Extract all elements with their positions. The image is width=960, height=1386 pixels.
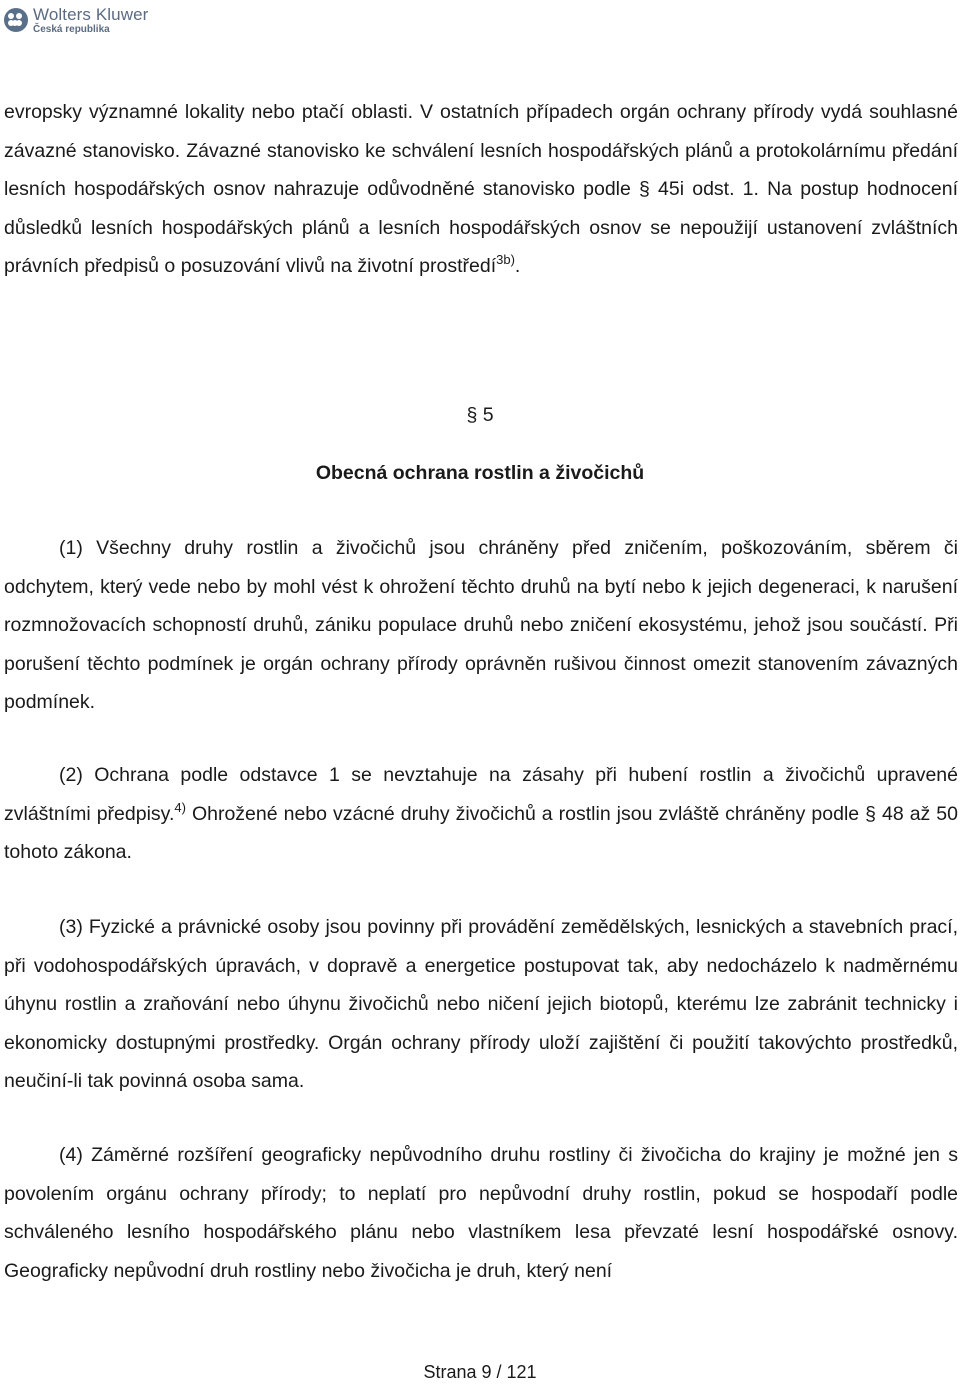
logo-subtitle: Česká republika	[33, 23, 110, 35]
section-title: Obecná ochrana rostlin a živočichů	[315, 462, 645, 484]
paragraph-2-text: (2) Ochrana podle odstavce 1 se nevztahuje na zásahy při hubení rostlin a živočichů upravené zvláštními předpisy.	[4, 764, 958, 825]
page-number: Strana 9 / 121	[423, 1362, 537, 1382]
paragraph-3: (3) Fyzické a právnické osoby jsou povinny při provádění zemědělských, lesnických a stavebních prací, při vodohospodářských úpravách, v dopravě a energetice postupovat tak, aby nedocházelo k nadměrnému úhynu rostlin a zraňování nebo úhynu živočichů nebo ničení jejich biotopů, kterému lze zabránit technicky i ekonomicky dostupnými prostředky. Orgán ochrany přírody uloží zajištění či použití takovýchto prostředků, neučiní-li tak povinná osoba sama.	[4, 916, 958, 1092]
intro-paragraph	[4, 93, 958, 286]
footnote-ref: 4)	[174, 799, 186, 815]
paragraph-4: (4) Záměrné rozšíření geograficky nepůvodního druhu rostliny či živočicha do krajiny je možné jen s povolením orgánu ochrany přírody; to neplatí pro nepůvodní druhy rostlin, pokud se hospodaří podle schváleného lesního hospodářského plánu nebo vlastníkem lesa převzaté lesní hospodářské osnovy. Geograficky nepůvodní druh rostliny nebo živočicha je druh, který není	[4, 1144, 958, 1282]
intro-end: .	[514, 255, 521, 277]
section-number: § 5	[466, 404, 494, 426]
intro-text: evropsky významné lokality nebo ptačí oblasti. V ostatních případech orgán ochrany přírody vydá souhlasné závazné stanovisko. Závazné stanovisko ke schválení lesních hospodářských plánů a protokolárnímu předání lesních hospodářských osnov nahrazuje odůvodněné stanovisko podle § 45i odst. 1. Na postup hodnocení důsledků lesních hospodářských plánů a lesních hospodářských osnov se nepoužijí ustanovení zvláštních právních předpisů o posuzování vlivů na životní prostředí	[4, 101, 958, 277]
paragraph-2	[4, 756, 958, 872]
paragraph-2-rest: Ohrožené nebo vzácné druhy živočichů a rostlin jsou zvláště chráněny podle § 48 až 50 tohoto zákona.	[4, 802, 958, 863]
logo-name: Wolters Kluwer	[33, 4, 149, 24]
paragraph-1: (1) Všechny druhy rostlin a živočichů jsou chráněny před zničením, poškozováním, sběrem či odchytem, který vede nebo by mohl vést k ohrožení těchto druhů na bytí nebo k jejich degeneraci, k narušení rozmnožovacích schopností druhů, zániku populace druhů nebo zničení ekosystému, jehož jsou součástí. Při porušení těchto podmínek je orgán ochrany přírody oprávněn rušivou činnost omezit stanovením závazných podmínek.	[4, 537, 958, 713]
publisher-logo	[4, 3, 148, 37]
footnote-ref: 3b)	[496, 252, 515, 267]
wolters-kluwer-logo-icon	[4, 8, 28, 32]
